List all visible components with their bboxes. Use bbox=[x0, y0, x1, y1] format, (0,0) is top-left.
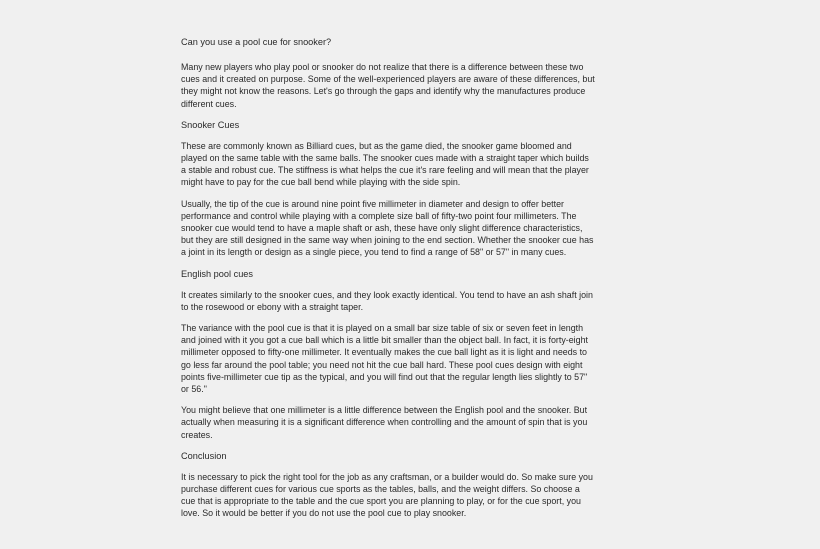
section-heading-snooker-cues: Snooker Cues bbox=[181, 119, 240, 130]
intro-paragraph: Many new players who play pool or snooker do not realize that there is a difference between these two cues and it created on purpose. Some of the well-experienced players are aware of these differences, but they might not know the reasons. Let's go through the gaps and identify why the manufactures produce different cues. bbox=[181, 62, 595, 109]
article-title: Can you use a pool cue for snooker? bbox=[181, 37, 332, 47]
snooker-cues-paragraph-2: Usually, the tip of the cue is around nine point five millimeter in diameter and design to offer better performance and control while playing with a complete size ball of fifty-two point four millimeters. The snooker cue would tend to have a maple shaft or ash, these have only slight difference characteristics, but they are still designed in the same way when joining to the end section. Whether the snooker cue has a joint in its length or design as a single piece, you tend to find a range of 58" or 57" in many cues. bbox=[181, 198, 594, 258]
section-heading-conclusion: Conclusion bbox=[181, 450, 227, 461]
article-body bbox=[181, 36, 641, 529]
english-pool-cues-paragraph-2: The variance with the pool cue is that it is played on a small bar size table of six or seven feet in length and joined with it you got a cue ball which is a little bit smaller than the object ball. In fact, it is forty-eight millimeter opposed to fifty-one millimeter. It eventually makes the cue ball light as it is light and needs to go less far around the pool table; you need not hit the cue ball hard. These pool cues design with eight points five-millimeter cue tip as the typical, and you will find out that the regular length lies slightly to 57" or 56." bbox=[181, 323, 588, 395]
english-pool-cues-paragraph-3: You might believe that one millimeter is a little difference between the English pool and the snooker. But actually when measuring it is a significant difference when controlling and the amount of spin that is you creates. bbox=[181, 405, 588, 440]
section-heading-english-pool-cues: English pool cues bbox=[181, 268, 254, 279]
english-pool-cues-paragraph-1: It creates similarly to the snooker cues, and they look exactly identical. You tend to have an ash shaft join to the rosewood or ebony with a straight taper. bbox=[181, 289, 593, 312]
snooker-cues-paragraph-1: These are commonly known as Billiard cues, but as the game died, the snooker game bloomed and played on the same table with the same balls. The snooker cues made with a straight taper which builds a stable and robust cue. The stiffness is what helps the cue it's rare feeling and will mean that the player might have to pay for the cue ball bend while playing with the side spin. bbox=[181, 140, 589, 188]
conclusion-paragraph: It is necessary to pick the right tool for the job as any craftsman, or a builder would do. So make sure you purchase different cues for various cue sports as the tables, balls, and the weight differs. So choose a cue that is appropriate to the table and the cue sport you are planning to play, or for the cue sport, you love. So it would be better if you do not use the pool cue to play snooker. bbox=[181, 471, 593, 519]
